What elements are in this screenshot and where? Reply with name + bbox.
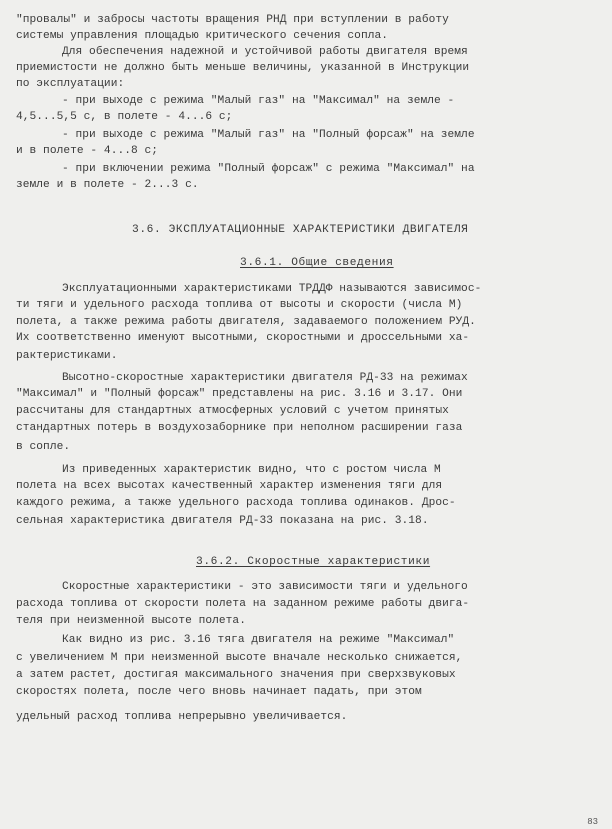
- text-line: сельная характеристика двигателя РД-33 показана на рис. 3.18.: [16, 515, 429, 527]
- text-line: 4,5...5,5 с, в полете - 4...6 с;: [16, 111, 233, 123]
- text-line: а затем растет, достигая максимального значения при сверхзвуковых: [16, 669, 456, 681]
- page-number: 83: [587, 817, 598, 827]
- text-line: Их соответственно именуют высотными, скоростными и дроссельными ха-: [16, 332, 470, 344]
- text-line: Скоростные характеристики - это зависимости тяги и удельного: [62, 581, 468, 593]
- text-line: земле и в полете - 2...3 с.: [16, 179, 199, 191]
- text-line: полета на всех высотах качественный характер изменения тяги для: [16, 480, 443, 492]
- text-line: Для обеспечения надежной и устойчивой работы двигателя время: [62, 46, 468, 58]
- text-line: рактеристиками.: [16, 350, 118, 362]
- text-line: в сопле.: [16, 441, 71, 453]
- text-line: теля при неизменной высоте полета.: [16, 615, 246, 627]
- text-line: "Максимал" и "Полный форсаж" представлены на рис. 3.16 и 3.17. Они: [16, 388, 463, 400]
- subsection-heading: 3.6.1. Общие сведения: [240, 257, 394, 269]
- text-line: скоростях полета, после чего вновь начинает падать, при этом: [16, 686, 422, 698]
- text-line: "провалы" и забросы частоты вращения РНД при вступлении в работу: [16, 14, 449, 26]
- text-line: и в полете - 4...8 с;: [16, 145, 159, 157]
- text-line: расхода топлива от скорости полета на заданном режиме работы двига-: [16, 598, 470, 610]
- text-line: - при выходе с режима "Малый газ" на "Полный форсаж" на земле: [62, 129, 475, 141]
- section-heading: 3.6. ЭКСПЛУАТАЦИОННЫЕ ХАРАКТЕРИСТИКИ ДВИГАТЕЛЯ: [132, 224, 469, 236]
- text-line: удельный расход топлива непрерывно увеличивается.: [16, 711, 348, 723]
- text-line: каждого режима, а также удельного расхода топлива одинаков. Дрос-: [16, 497, 456, 509]
- text-line: рассчитаны для стандартных атмосферных условий с учетом принятых: [16, 405, 449, 417]
- text-line: Высотно-скоростные характеристики двигателя РД-33 на режимах: [62, 372, 468, 384]
- text-line: приемистости не должно быть меньше величины, указанной в Инструкции: [16, 62, 470, 74]
- text-line: системы управления площадью критического сечения сопла.: [16, 30, 388, 42]
- text-line: - при выходе с режима "Малый газ" на "Максимал" на земле -: [62, 95, 455, 107]
- text-line: Эксплуатационными характеристиками ТРДДФ называются зависимос-: [62, 283, 482, 295]
- text-line: с увеличением М при неизменной высоте вначале несколько снижается,: [16, 652, 463, 664]
- subsection-heading: 3.6.2. Скоростные характеристики: [196, 556, 431, 568]
- text-line: Из приведенных характеристик видно, что с ростом числа М: [62, 464, 441, 476]
- text-line: по эксплуатации:: [16, 78, 125, 90]
- text-line: полета, а также режима работы двигателя, задаваемого положением РУД.: [16, 316, 476, 328]
- text-line: - при включении режима "Полный форсаж" с режима "Максимал" на: [62, 163, 475, 175]
- text-line: Как видно из рис. 3.16 тяга двигателя на режиме "Максимал": [62, 634, 455, 646]
- text-line: стандартных потерь в воздухозаборнике при неполном расширении газа: [16, 422, 463, 434]
- text-line: ти тяги и удельного расхода топлива от высоты и скорости (числа М): [16, 299, 463, 311]
